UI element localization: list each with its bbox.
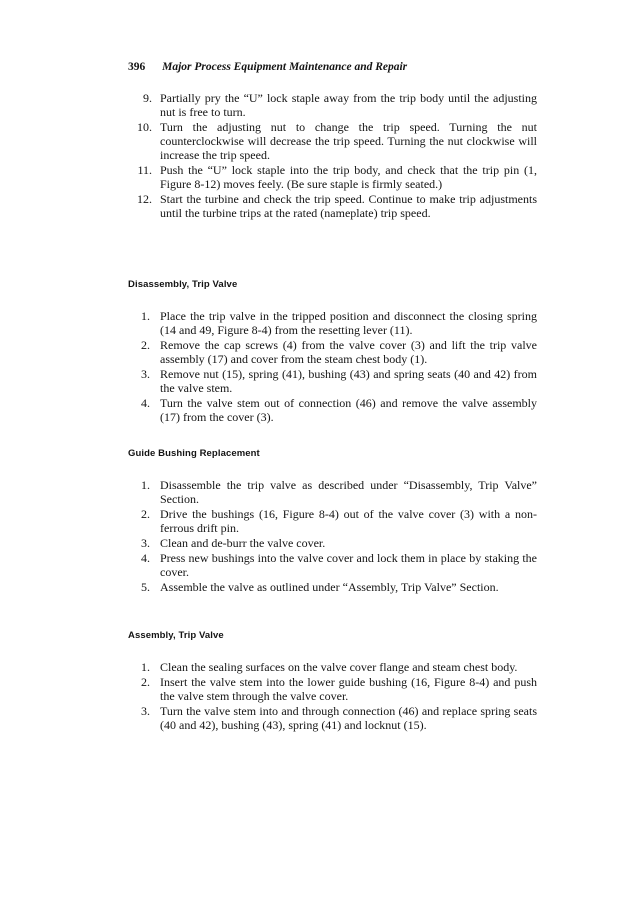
chapter-title: Major Process Equipment Maintenance and Repair <box>162 61 408 73</box>
disassembly-list <box>0 309 537 425</box>
list-item: 1. Place the trip valve in the tripped position and disconnect the closing spring (14 and 49, Figure 8-4) from the resetting lever (11). <box>141 309 537 337</box>
list-item: 11. Push the “U” lock staple into the trip body, and check that the trip pin (1, Figure 8-12) moves feely. (Be sure staple is firmly seated.) <box>137 163 537 191</box>
list-item: 3. Turn the valve stem into and through connection (46) and replace spring seats (40 and 42), bushing (43), spring (41) and locknut (15). <box>141 704 537 732</box>
section-heading-assembly: Assembly, Trip Valve <box>128 630 224 641</box>
page-number: 396 <box>128 61 146 73</box>
list-item: 10. Turn the adjusting nut to change the trip speed. Turning the nut counterclockwise will decrease the trip speed. Turning the nut clockwise will increase the trip speed. <box>137 120 537 162</box>
running-header <box>128 61 407 73</box>
list-item: 12. Start the turbine and check the trip speed. Continue to make trip adjustments until the turbine trips at the rated (nameplate) trip speed. <box>137 192 537 220</box>
list-item: 1. Disassemble the trip valve as described under “Disassembly, Trip Valve” Section. <box>141 478 537 506</box>
list-item: 5. Assemble the valve as outlined under “Assembly, Trip Valve” Section. <box>141 580 499 594</box>
steps-continued-list <box>0 91 537 221</box>
list-item: 3. Clean and de-burr the valve cover. <box>141 536 326 550</box>
assembly-list <box>0 660 537 733</box>
list-item: 4. Turn the valve stem out of connection (46) and remove the valve assembly (17) from the cover (3). <box>141 396 537 424</box>
section-heading-disassembly: Disassembly, Trip Valve <box>128 279 238 290</box>
list-item: 4. Press new bushings into the valve cover and lock them in place by staking the cover. <box>141 551 537 579</box>
list-item: 1. Clean the sealing surfaces on the valve cover flange and steam chest body. <box>141 660 518 674</box>
list-item: 2. Insert the valve stem into the lower guide bushing (16, Figure 8-4) and push the valve stem through the valve cover. <box>141 675 537 703</box>
guide-bushing-list <box>0 478 537 595</box>
list-item: 2. Remove the cap screws (4) from the valve cover (3) and lift the trip valve assembly (17) and cover from the steam chest body (1). <box>141 338 537 366</box>
list-item: 3. Remove nut (15), spring (41), bushing (43) and spring seats (40 and 42) from the valve stem. <box>141 367 537 395</box>
list-item: 9. Partially pry the “U” lock staple away from the trip body until the adjusting nut is free to turn. <box>143 91 537 119</box>
section-heading-guide-bushing: Guide Bushing Replacement <box>128 448 260 459</box>
list-item: 2. Drive the bushings (16, Figure 8-4) out of the valve cover (3) with a non-ferrous drift pin. <box>141 507 537 535</box>
